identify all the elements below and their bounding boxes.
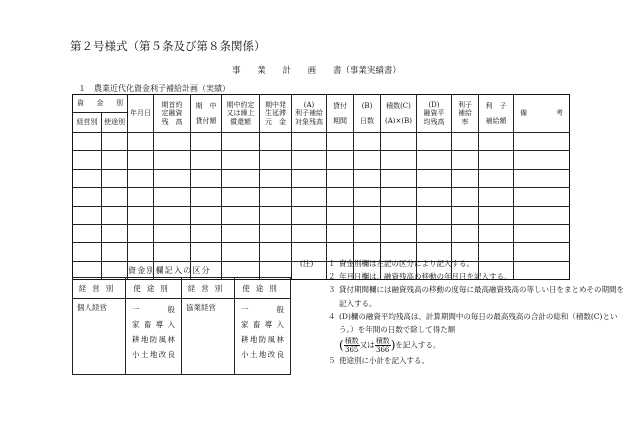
legend-keiei-kyogyo: 協業経営	[182, 299, 235, 375]
list-item: 小土地改良	[241, 350, 284, 359]
legend-header-shito: 使途別	[126, 278, 182, 299]
header-a-taisho-zandaka: (A) 利子補給 対象残高	[292, 95, 327, 133]
legend-uses-kojin	[126, 299, 182, 375]
header-keiei: 経営別	[73, 113, 102, 133]
header-sekisu: 積数(C) (A)×(B)	[381, 95, 417, 133]
subsidy-plan-table	[72, 94, 570, 280]
header-kichu-shokan: 期中約定 又は繰上 償還額	[222, 95, 260, 133]
fraction: $\frac{\text{積数}}{365}$	[344, 337, 359, 355]
note-item: ４ (D)欄の融資平均残高は、計算期間中の毎日の最高残高の合計の総和（積数(C)という。）を年間の日数で除して得た額	[328, 311, 618, 335]
title-char: 計	[282, 66, 305, 76]
title-char: 業	[257, 66, 280, 76]
list-item: 耕地防風林	[132, 335, 175, 344]
list-item: 一 般	[241, 305, 284, 314]
header-biko: 備 考	[514, 95, 570, 133]
table-row	[73, 151, 570, 169]
header-hokyu-gaku: 利 子 補給額	[479, 95, 514, 133]
header-hokyu-ritsu: 利子 補給 率	[452, 95, 479, 133]
note-item: ３ 貸付期間欄には融資残高の移動の度毎に最高融資残高の等しい日をまとめその期間を記入する。	[328, 285, 624, 308]
note-item: ２ 年月日欄は、融資残高の移動の年月日を記入する。	[328, 272, 512, 282]
header-d-heikin-zandaka: (D) 融資平 均残高	[417, 95, 452, 133]
notes	[300, 257, 625, 367]
title-char: 事	[232, 66, 255, 76]
section-title: １ 農業近代化資金利子補給計画（実績）	[78, 84, 230, 93]
table-row	[73, 133, 570, 151]
note-item: ５ 使途別に小計を記入する。	[328, 356, 429, 366]
list-item: 小土地改良	[132, 350, 175, 359]
header-shikin: 資 金 別	[73, 95, 128, 113]
legend-header-keiei: 経営別	[73, 278, 126, 299]
table-row	[73, 224, 570, 242]
notes-lead: (注)	[300, 259, 314, 268]
list-item: 家畜導入	[241, 320, 284, 329]
document-title	[232, 64, 401, 76]
legend-uses-kyogyo	[235, 299, 291, 375]
table-row	[73, 188, 570, 206]
legend-table	[72, 277, 291, 375]
list-item: 耕地防風林	[241, 335, 284, 344]
list-item: 家畜導入	[132, 320, 175, 329]
header-kashitsuke-kikan: 貸付 期間	[327, 95, 354, 133]
header-kichu-kashitsuke: 期 中 貸付額	[191, 95, 222, 133]
fraction: $\frac{\text{積数}}{366}$	[375, 337, 390, 355]
form-number: 第２号様式（第５条及び第８条関係）	[70, 39, 266, 53]
legend-header-keiei: 経営別	[182, 278, 235, 299]
title-char: 画	[307, 66, 331, 76]
header-nengappi: 年月日	[128, 95, 154, 133]
note-formula: ( $\frac{\text{積数}}{365}$ 又は $\frac{\text{積数}}{366}$ )を記入する。	[339, 337, 441, 355]
header-entai-ganking: 期中発 生延滞 元 金	[260, 95, 292, 133]
legend-keiei-kojin: 個人経営	[73, 299, 126, 375]
table-row	[73, 169, 570, 187]
legend-header-shito: 使途別	[235, 278, 291, 299]
header-b-nissu: (B) 日数	[354, 95, 381, 133]
title-suffix: （事業実績書）	[341, 66, 401, 76]
legend-caption: 資金別欄記入の区分	[128, 266, 211, 275]
table-row	[73, 206, 570, 224]
note-item: (注) １ 資金別欄は左記の区分により記入する。	[300, 257, 625, 270]
list-item: 一 般	[132, 305, 175, 314]
header-shito: 使途別	[102, 113, 128, 133]
header-kishu-zandaka: 期首約 定融資 残 高	[154, 95, 191, 133]
title-char: 書	[332, 66, 342, 76]
